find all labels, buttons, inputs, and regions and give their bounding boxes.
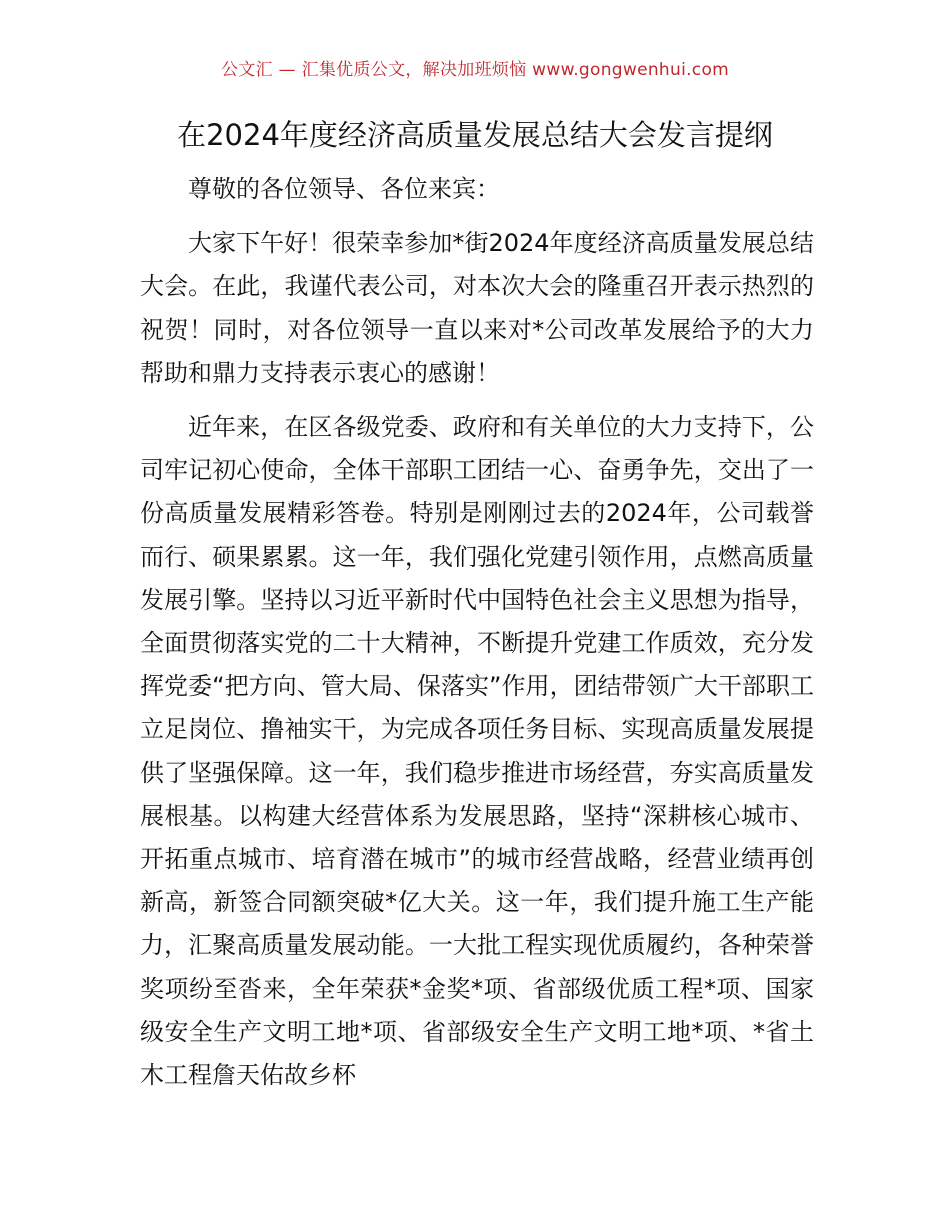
site-banner-link[interactable]: 公文汇 — 汇集优质公文，解决加班烦恼 www.gongwenhui.com <box>220 60 730 80</box>
paragraph-achievements: 近年来，在区各级党委、政府和有关单位的大力支持下，公司牢记初心使命，全体干部职工团结一心、奋勇争先，交出了一份高质量发展精彩答卷。特别是刚刚过去的2024年，公司载誉而行、硕果累累。这一年，我们强化党建引领作用，点燃高质量发展引擎。坚持以习近平新时代中国特色社会主义思想为指导，全面贯彻落实党的二十大精神，不断提升党建工作质效，充分发挥党委“把方向、管大局、保落实”作用，团结带领广大干部职工立足岗位、撸袖实干，为完成各项任务目标、实现高质量发展提供了坚强保障。这一年，我们稳步推进市场经营，夯实高质量发展根基。以构建大经营体系为发展思路，坚持“深耕核心城市、开拓重点城市、培育潜在城市”的城市经营战略，经营业绩再创新高，新签合同额突破*亿大关。这一年，我们提升施工生产能力，汇聚高质量发展动能。一大批工程实现优质履约，各种荣誉奖项纷至沓来，全年荣获*金奖*项、省部级优质工程*项、国家级安全生产文明工地*项、省部级安全生产文明工地*项、*省土木工程詹天佑故乡杯 <box>140 413 814 1090</box>
paragraph-greeting: 大家下午好！很荣幸参加*街2024年度经济高质量发展总结大会。在此，我谨代表公司，对本次大会的隆重召开表示热烈的祝贺！同时，对各位领导一直以来对*公司改革发展给予的大力帮助和鼎力支持表示衷心的感谢！ <box>140 229 814 387</box>
salutation: 尊敬的各位领导、各位来宾： <box>188 175 500 203</box>
document-title: 在2024年度经济高质量发展总结大会发言提纲 <box>177 118 773 152</box>
document-body <box>140 168 814 1097</box>
